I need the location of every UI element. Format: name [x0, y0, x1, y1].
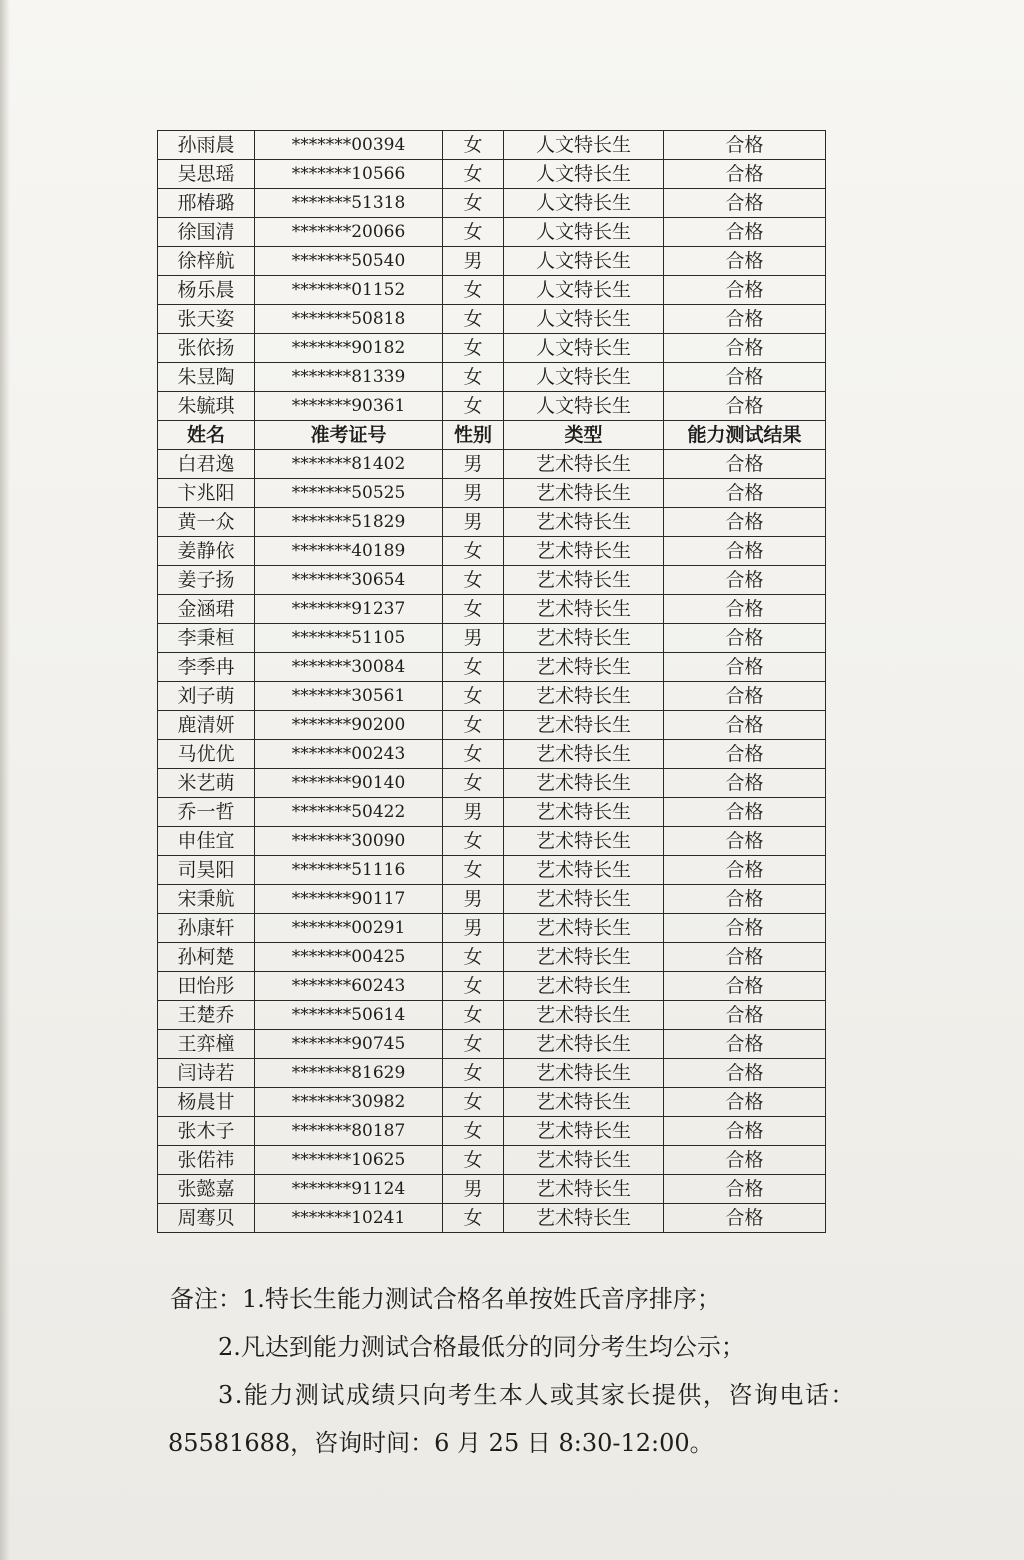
cell-result: 合格: [664, 334, 826, 363]
cell-gender: 女: [443, 160, 504, 189]
cell-name: 徐国清: [158, 218, 255, 247]
cell-gender: 女: [443, 595, 504, 624]
cell-exam-id: *******51318: [255, 189, 443, 218]
cell-exam-id: *******90361: [255, 392, 443, 421]
cell-name: 司昊阳: [158, 856, 255, 885]
table-row: [158, 1030, 826, 1059]
cell-result: 合格: [664, 537, 826, 566]
cell-result: 合格: [664, 1146, 826, 1175]
cell-exam-id: *******81629: [255, 1059, 443, 1088]
cell-type: 艺术特长生: [504, 595, 664, 624]
cell-gender: 女: [443, 1146, 504, 1175]
cell-name: 朱昱陶: [158, 363, 255, 392]
cell-gender: 女: [443, 218, 504, 247]
cell-gender: 女: [443, 1117, 504, 1146]
table-row: [158, 392, 826, 421]
cell-exam-id: *******51116: [255, 856, 443, 885]
table-row: [158, 1001, 826, 1030]
cell-gender: 女: [443, 566, 504, 595]
cell-name: 张依扬: [158, 334, 255, 363]
table-row: [158, 1175, 826, 1204]
table-header-row: [158, 421, 826, 450]
cell-name: 张懿嘉: [158, 1175, 255, 1204]
cell-gender: 女: [443, 1088, 504, 1117]
table-row: [158, 624, 826, 653]
cell-name: 刘子萌: [158, 682, 255, 711]
table-row: [158, 885, 826, 914]
cell-exam-id: *******01152: [255, 276, 443, 305]
header-gender: 性别: [443, 421, 504, 450]
cell-result: 合格: [664, 798, 826, 827]
cell-gender: 男: [443, 508, 504, 537]
table-row: [158, 363, 826, 392]
cell-exam-id: *******81339: [255, 363, 443, 392]
cell-name: 姜子扬: [158, 566, 255, 595]
table-row: [158, 653, 826, 682]
header-exam-id: 准考证号: [255, 421, 443, 450]
cell-name: 张木子: [158, 1117, 255, 1146]
cell-result: 合格: [664, 392, 826, 421]
cell-exam-id: *******10625: [255, 1146, 443, 1175]
cell-gender: 男: [443, 914, 504, 943]
cell-exam-id: *******91237: [255, 595, 443, 624]
table-row: [158, 189, 826, 218]
cell-result: 合格: [664, 740, 826, 769]
cell-name: 孙雨晨: [158, 131, 255, 160]
cell-name: 李秉桓: [158, 624, 255, 653]
cell-name: 张偌祎: [158, 1146, 255, 1175]
cell-result: 合格: [664, 479, 826, 508]
cell-gender: 男: [443, 624, 504, 653]
cell-gender: 女: [443, 189, 504, 218]
cell-type: 人文特长生: [504, 305, 664, 334]
cell-result: 合格: [664, 508, 826, 537]
note-line-3: 3.能力测试成绩只向考生本人或其家长提供，咨询电话：: [218, 1381, 856, 1409]
cell-name: 黄一众: [158, 508, 255, 537]
cell-exam-id: *******50540: [255, 247, 443, 276]
cell-exam-id: *******00243: [255, 740, 443, 769]
cell-name: 孙柯楚: [158, 943, 255, 972]
cell-name: 闫诗若: [158, 1059, 255, 1088]
cell-gender: 男: [443, 885, 504, 914]
cell-name: 孙康轩: [158, 914, 255, 943]
cell-exam-id: *******90745: [255, 1030, 443, 1059]
table-row: [158, 595, 826, 624]
table-row: [158, 305, 826, 334]
table-row: [158, 1146, 826, 1175]
cell-result: 合格: [664, 856, 826, 885]
cell-result: 合格: [664, 769, 826, 798]
cell-result: 合格: [664, 566, 826, 595]
cell-exam-id: *******30654: [255, 566, 443, 595]
cell-gender: 女: [443, 653, 504, 682]
cell-gender: 男: [443, 798, 504, 827]
cell-name: 王弈橦: [158, 1030, 255, 1059]
cell-gender: 女: [443, 856, 504, 885]
cell-result: 合格: [664, 624, 826, 653]
cell-gender: 女: [443, 1030, 504, 1059]
cell-exam-id: *******30084: [255, 653, 443, 682]
cell-type: 艺术特长生: [504, 711, 664, 740]
cell-type: 艺术特长生: [504, 624, 664, 653]
cell-result: 合格: [664, 1001, 826, 1030]
cell-exam-id: *******30561: [255, 682, 443, 711]
cell-type: 艺术特长生: [504, 827, 664, 856]
cell-type: 人文特长生: [504, 131, 664, 160]
notes-section: [170, 1275, 930, 1467]
cell-gender: 女: [443, 1204, 504, 1233]
cell-result: 合格: [664, 972, 826, 1001]
qualified-list-table: [157, 130, 826, 1233]
cell-type: 艺术特长生: [504, 856, 664, 885]
cell-name: 朱毓琪: [158, 392, 255, 421]
table-row: [158, 566, 826, 595]
cell-result: 合格: [664, 131, 826, 160]
cell-name: 鹿清妍: [158, 711, 255, 740]
cell-name: 宋秉航: [158, 885, 255, 914]
cell-type: 艺术特长生: [504, 566, 664, 595]
cell-name: 张天姿: [158, 305, 255, 334]
cell-exam-id: *******30982: [255, 1088, 443, 1117]
cell-result: 合格: [664, 885, 826, 914]
table-row: [158, 479, 826, 508]
cell-type: 艺术特长生: [504, 508, 664, 537]
page-edge-shadow: [0, 0, 10, 1560]
cell-name: 白君逸: [158, 450, 255, 479]
cell-type: 艺术特长生: [504, 798, 664, 827]
cell-gender: 女: [443, 769, 504, 798]
cell-name: 米艺萌: [158, 769, 255, 798]
cell-name: 金涵珺: [158, 595, 255, 624]
table-row: [158, 827, 826, 856]
cell-type: 艺术特长生: [504, 1088, 664, 1117]
cell-name: 李季冉: [158, 653, 255, 682]
cell-type: 人文特长生: [504, 334, 664, 363]
table-row: [158, 914, 826, 943]
cell-exam-id: *******00291: [255, 914, 443, 943]
cell-type: 艺术特长生: [504, 769, 664, 798]
cell-type: 艺术特长生: [504, 1117, 664, 1146]
cell-exam-id: *******50525: [255, 479, 443, 508]
cell-gender: 女: [443, 711, 504, 740]
cell-gender: 女: [443, 1059, 504, 1088]
cell-exam-id: *******00425: [255, 943, 443, 972]
cell-exam-id: *******51105: [255, 624, 443, 653]
cell-gender: 女: [443, 827, 504, 856]
cell-exam-id: *******91124: [255, 1175, 443, 1204]
header-type: 类型: [504, 421, 664, 450]
cell-type: 艺术特长生: [504, 1059, 664, 1088]
cell-result: 合格: [664, 218, 826, 247]
cell-type: 艺术特长生: [504, 450, 664, 479]
cell-result: 合格: [664, 827, 826, 856]
cell-type: 艺术特长生: [504, 943, 664, 972]
header-result: 能力测试结果: [664, 421, 826, 450]
cell-exam-id: *******80187: [255, 1117, 443, 1146]
cell-gender: 男: [443, 479, 504, 508]
cell-exam-id: *******90117: [255, 885, 443, 914]
cell-type: 人文特长生: [504, 247, 664, 276]
cell-result: 合格: [664, 363, 826, 392]
cell-exam-id: *******10241: [255, 1204, 443, 1233]
cell-exam-id: *******90200: [255, 711, 443, 740]
cell-gender: 女: [443, 334, 504, 363]
cell-gender: 女: [443, 276, 504, 305]
cell-type: 艺术特长生: [504, 972, 664, 1001]
cell-name: 乔一哲: [158, 798, 255, 827]
cell-result: 合格: [664, 914, 826, 943]
cell-exam-id: *******50614: [255, 1001, 443, 1030]
cell-exam-id: *******00394: [255, 131, 443, 160]
table-row: [158, 508, 826, 537]
table-row: [158, 682, 826, 711]
cell-name: 周骞贝: [158, 1204, 255, 1233]
cell-name: 杨晨甘: [158, 1088, 255, 1117]
cell-exam-id: *******50422: [255, 798, 443, 827]
note-line-4: 85581688，咨询时间：6 月 25 日 8:30-12:00。: [168, 1429, 714, 1457]
cell-result: 合格: [664, 653, 826, 682]
table-row: [158, 1204, 826, 1233]
cell-exam-id: *******51829: [255, 508, 443, 537]
cell-result: 合格: [664, 450, 826, 479]
cell-gender: 女: [443, 131, 504, 160]
cell-result: 合格: [664, 943, 826, 972]
cell-gender: 女: [443, 392, 504, 421]
cell-type: 艺术特长生: [504, 479, 664, 508]
note-line-1: 备注：1.特长生能力测试合格名单按姓氏音序排序；: [170, 1285, 721, 1313]
cell-name: 杨乐晨: [158, 276, 255, 305]
cell-result: 合格: [664, 1117, 826, 1146]
cell-type: 艺术特长生: [504, 653, 664, 682]
table-row: [158, 769, 826, 798]
table-row: [158, 972, 826, 1001]
cell-type: 人文特长生: [504, 392, 664, 421]
table-row: [158, 537, 826, 566]
cell-result: 合格: [664, 1030, 826, 1059]
cell-result: 合格: [664, 1175, 826, 1204]
cell-exam-id: *******50818: [255, 305, 443, 334]
table-row: [158, 450, 826, 479]
cell-type: 艺术特长生: [504, 537, 664, 566]
cell-type: 艺术特长生: [504, 1001, 664, 1030]
cell-type: 艺术特长生: [504, 914, 664, 943]
cell-result: 合格: [664, 305, 826, 334]
cell-result: 合格: [664, 1204, 826, 1233]
cell-result: 合格: [664, 595, 826, 624]
cell-exam-id: *******90182: [255, 334, 443, 363]
table-row: [158, 856, 826, 885]
cell-type: 人文特长生: [504, 276, 664, 305]
cell-name: 徐梓航: [158, 247, 255, 276]
cell-name: 邢椿璐: [158, 189, 255, 218]
cell-gender: 女: [443, 305, 504, 334]
cell-exam-id: *******40189: [255, 537, 443, 566]
cell-name: 吴思瑶: [158, 160, 255, 189]
cell-gender: 男: [443, 247, 504, 276]
table-row: [158, 1088, 826, 1117]
table-row: [158, 276, 826, 305]
cell-result: 合格: [664, 1088, 826, 1117]
cell-gender: 女: [443, 972, 504, 1001]
cell-name: 田怡彤: [158, 972, 255, 1001]
cell-exam-id: *******30090: [255, 827, 443, 856]
cell-type: 人文特长生: [504, 189, 664, 218]
cell-name: 卞兆阳: [158, 479, 255, 508]
cell-result: 合格: [664, 160, 826, 189]
cell-type: 艺术特长生: [504, 1175, 664, 1204]
cell-gender: 女: [443, 363, 504, 392]
table-row: [158, 798, 826, 827]
cell-exam-id: *******60243: [255, 972, 443, 1001]
cell-name: 马优优: [158, 740, 255, 769]
cell-type: 艺术特长生: [504, 1030, 664, 1059]
cell-type: 艺术特长生: [504, 885, 664, 914]
cell-gender: 男: [443, 450, 504, 479]
table-row: [158, 1059, 826, 1088]
cell-name: 申佳宜: [158, 827, 255, 856]
table-row: [158, 943, 826, 972]
cell-result: 合格: [664, 276, 826, 305]
cell-name: 姜静依: [158, 537, 255, 566]
table-row: [158, 160, 826, 189]
cell-result: 合格: [664, 189, 826, 218]
cell-exam-id: *******20066: [255, 218, 443, 247]
cell-gender: 男: [443, 1175, 504, 1204]
table-row: [158, 218, 826, 247]
cell-name: 王楚乔: [158, 1001, 255, 1030]
table-row: [158, 1117, 826, 1146]
cell-type: 艺术特长生: [504, 740, 664, 769]
cell-exam-id: *******90140: [255, 769, 443, 798]
cell-gender: 女: [443, 1001, 504, 1030]
header-name: 姓名: [158, 421, 255, 450]
cell-result: 合格: [664, 682, 826, 711]
cell-gender: 女: [443, 537, 504, 566]
cell-type: 艺术特长生: [504, 1146, 664, 1175]
table-row: [158, 247, 826, 276]
cell-result: 合格: [664, 1059, 826, 1088]
cell-type: 人文特长生: [504, 218, 664, 247]
cell-result: 合格: [664, 247, 826, 276]
cell-type: 人文特长生: [504, 160, 664, 189]
table-row: [158, 131, 826, 160]
cell-type: 艺术特长生: [504, 1204, 664, 1233]
table-row: [158, 334, 826, 363]
cell-type: 人文特长生: [504, 363, 664, 392]
cell-gender: 女: [443, 682, 504, 711]
cell-exam-id: *******81402: [255, 450, 443, 479]
cell-type: 艺术特长生: [504, 682, 664, 711]
cell-gender: 女: [443, 740, 504, 769]
table-row: [158, 740, 826, 769]
note-line-2: 2.凡达到能力测试合格最低分的同分考生均公示；: [218, 1333, 745, 1361]
cell-result: 合格: [664, 711, 826, 740]
cell-gender: 女: [443, 943, 504, 972]
table-row: [158, 711, 826, 740]
cell-exam-id: *******10566: [255, 160, 443, 189]
